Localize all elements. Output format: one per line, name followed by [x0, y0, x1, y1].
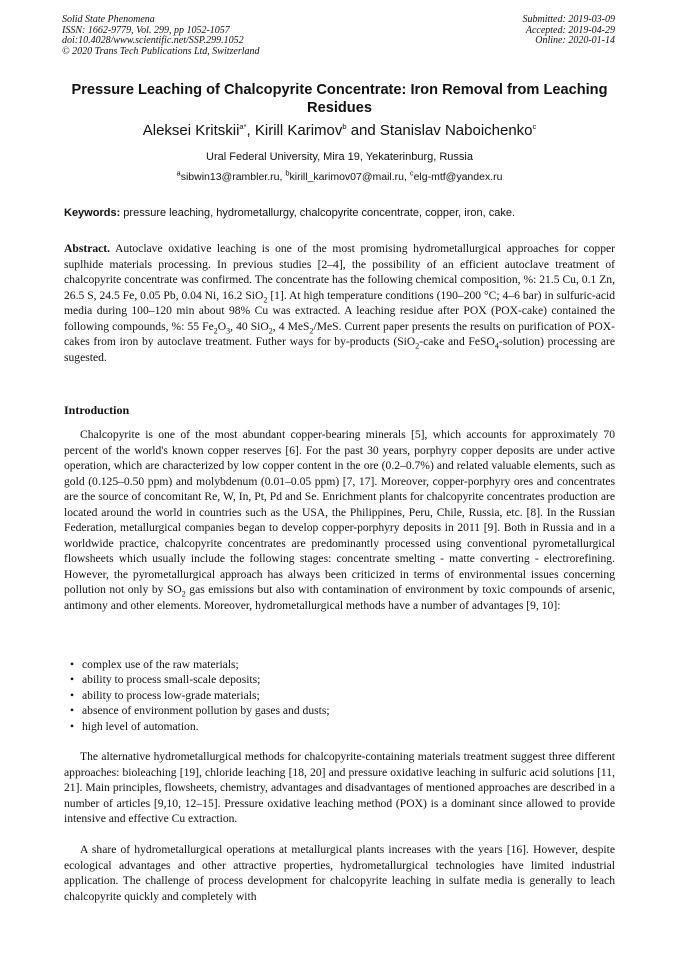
email-superscript: b: [285, 168, 290, 178]
list-item: [70, 719, 330, 734]
intro-paragraph-3: [64, 842, 615, 904]
author-name: Stanislav Naboichenko: [379, 122, 533, 139]
bullet-icon: •: [70, 688, 75, 702]
bullet-icon: •: [70, 719, 75, 733]
subscript: 4: [494, 341, 499, 351]
author-list: [64, 122, 615, 140]
paragraph-text: The alternative hydrometallurgical methods for chalcopyrite-containing materials treatment suggest three different approaches: bioleaching [19], chloride leaching [18, 20] and pressure oxidative leaching in sulfuric acid solutions [11, 21]. Main principles, flowsheets, chemistry, advantages and disadvantages of mentioned approaches are described in a number of articles [9,10, 12–15]. Pressure oxidative leaching method (POX) is a dominant since allowed to provide intensive and effective Cu extraction.: [64, 750, 615, 825]
journal-info: [62, 15, 260, 57]
paragraph-text: A share of hydrometallurgical operations at metallurgical plants increases with the years [16]. However, despite ecological advantages and other attractive properties, hydrometallurgical technologies have limited industrial application. The challenge of process development for chalcopyrite leaching in sulfate media is generally to leach chalcopyrite quickly and completely with: [64, 843, 615, 903]
abstract-text: Autoclave oxidative leaching is one of the most promising hydrometallurgical approaches for copper suplhide materials processing. In previous studies [2–4], the possibility of an efficient autoclave treatment of chalcopyrite concentrate was confirmed. The concentrate has the following chemical composition, %: 21.5 Cu, 0.1 Zn, 26.5 S, 24.5 Fe, 0.05 Pb, 0.04 Ni, 16.2 SiO: [64, 242, 615, 302]
author-superscript: a*: [239, 122, 247, 131]
subscript: 3: [226, 325, 231, 335]
list-item: [70, 657, 330, 672]
abstract-text: -cake and FeSO: [419, 335, 495, 348]
abstract-text: O: [217, 319, 227, 333]
intro-paragraph-1: [64, 427, 615, 613]
list-item: [70, 703, 330, 718]
email-address: elg-mtf@yandex.ru: [413, 171, 503, 183]
subscript: 2: [309, 325, 314, 335]
subscript: 2: [268, 325, 273, 335]
list-item-text: ability to process small-scale deposits;: [82, 673, 261, 687]
journal-name: Solid State Phenomena: [62, 14, 155, 25]
author-separator: ,: [246, 122, 255, 139]
list-item: [70, 688, 330, 703]
paragraph-text: Chalcopyrite is one of the most abundant copper-bearing minerals [5], which accounts for approximately 70 percent of the world's known copper reserves [6]. For the past 30 years, porphyry copper deposits are under active operation, which are characterized by low copper content in the ore (0.2–0.7%) and related valuable elements, such as gold (0.125–0.50 ppm) and molybdenum (0.01–0.05 ppm) [7, 17]. Moreover, copper-porphyry ores and concentrates are the source of concomitant Re, W, In, Pt, Pd and Se. Enrichment plants for chalcopyrite concentrates production are located around the world in countries such as the USA, the Philippines, Peru, Chile, Russia, etc. [8]. In the Russian Federation, metallurgical companies began to develop copper-porphyry deposits in 2011 [9]. Both in Russia and in a worldwide practice, chalcopyrite concentrates are predominantly processed using conventional pyrometallurgical flowsheets which usually include the following stages: concentrate smelting - matte converting - electrorefining. However, the pyrometallurgical approach has always been criticized in terms of environmental issues concerning pollution not only by SO: [64, 428, 615, 596]
list-item-text: complex use of the raw materials;: [82, 658, 239, 671]
list-item-text: ability to process low-grade materials;: [82, 688, 260, 702]
subscript: 2: [181, 589, 186, 599]
email-superscript: c: [409, 168, 414, 178]
list-item: [70, 672, 330, 687]
intro-paragraph-2: [64, 749, 615, 827]
abstract-text: [1]. At high temperature conditions (190–200 °C; 4–6 bar) in sulfuric-acid media during 100–120 min about 98% Cu was extracted. A leaching residue after POX (POX-cake) contained the following compounds, %: 55 Fe: [64, 288, 616, 333]
author-superscript: b: [342, 122, 347, 131]
copyright-line: © 2020 Trans Tech Publications Ltd, Switzerland: [62, 45, 260, 57]
subscript: 2: [213, 325, 218, 335]
submitted-date: Submitted: 2019-03-09: [522, 14, 615, 25]
issn-line: ISSN: 1662-9779, Vol. 299, pp 1052-1057: [62, 24, 230, 36]
online-date: Online: 2020-01-14: [535, 35, 615, 46]
author-separator: and: [346, 122, 380, 139]
accepted-date: Accepted: 2019-04-29: [525, 24, 615, 36]
abstract-label: Abstract.: [64, 242, 111, 255]
author-name: Kirill Karimov: [254, 122, 343, 139]
abstract-text: /MeS. Current paper presents the results on purification of POX-cakes from iron by autoclave treatment. Futher ways for by-products (SiO: [64, 319, 615, 348]
email-superscript: a: [176, 168, 181, 178]
affiliation: Ural Federal University, Mira 19, Yekaterinburg, Russia: [206, 151, 473, 163]
section-heading: Introduction: [64, 403, 130, 417]
author-superscript: c: [532, 122, 537, 131]
email-address: sibwin13@rambler.ru,: [180, 171, 286, 183]
keywords-text: pressure leaching, hydrometallurgy, chalcopyrite concentrate, copper, iron, cake.: [120, 207, 516, 219]
advantages-list: [70, 657, 330, 734]
abstract: [64, 241, 615, 365]
author-name: Aleksei Kritskii: [142, 122, 240, 139]
dates-info: [523, 15, 616, 47]
paper-title: Pressure Leaching of Chalcopyrite Concentrate: Iron Removal from Leaching Residues: [71, 82, 608, 116]
email-address: kirill_karimov07@mail.ru,: [289, 171, 410, 183]
bullet-icon: •: [70, 704, 75, 718]
doi-line: doi:10.4028/www.scientific.net/SSP.299.1052: [62, 35, 244, 46]
keywords: [64, 206, 615, 220]
list-item-text: high level of automation.: [82, 719, 199, 733]
keywords-label: Keywords:: [64, 207, 121, 219]
abstract-text: , 40 SiO: [230, 319, 269, 333]
paragraph-text: gas emissions but also with contamination of environment by toxic compounds of arsenic, antimony and other elements. Moreover, hydrometallurgical methods have a number of advantages [9, 10]:: [64, 583, 615, 612]
author-emails: [64, 170, 615, 184]
bullet-icon: •: [70, 673, 75, 687]
abstract-text: , 4 MeS: [272, 319, 310, 333]
subscript: 2: [415, 341, 420, 351]
bullet-icon: •: [70, 658, 75, 671]
list-item-text: absence of environment pollution by gases and dusts;: [82, 704, 330, 718]
subscript: 2: [263, 294, 268, 304]
abstract-text: -solution) processing are sugested.: [64, 335, 616, 364]
